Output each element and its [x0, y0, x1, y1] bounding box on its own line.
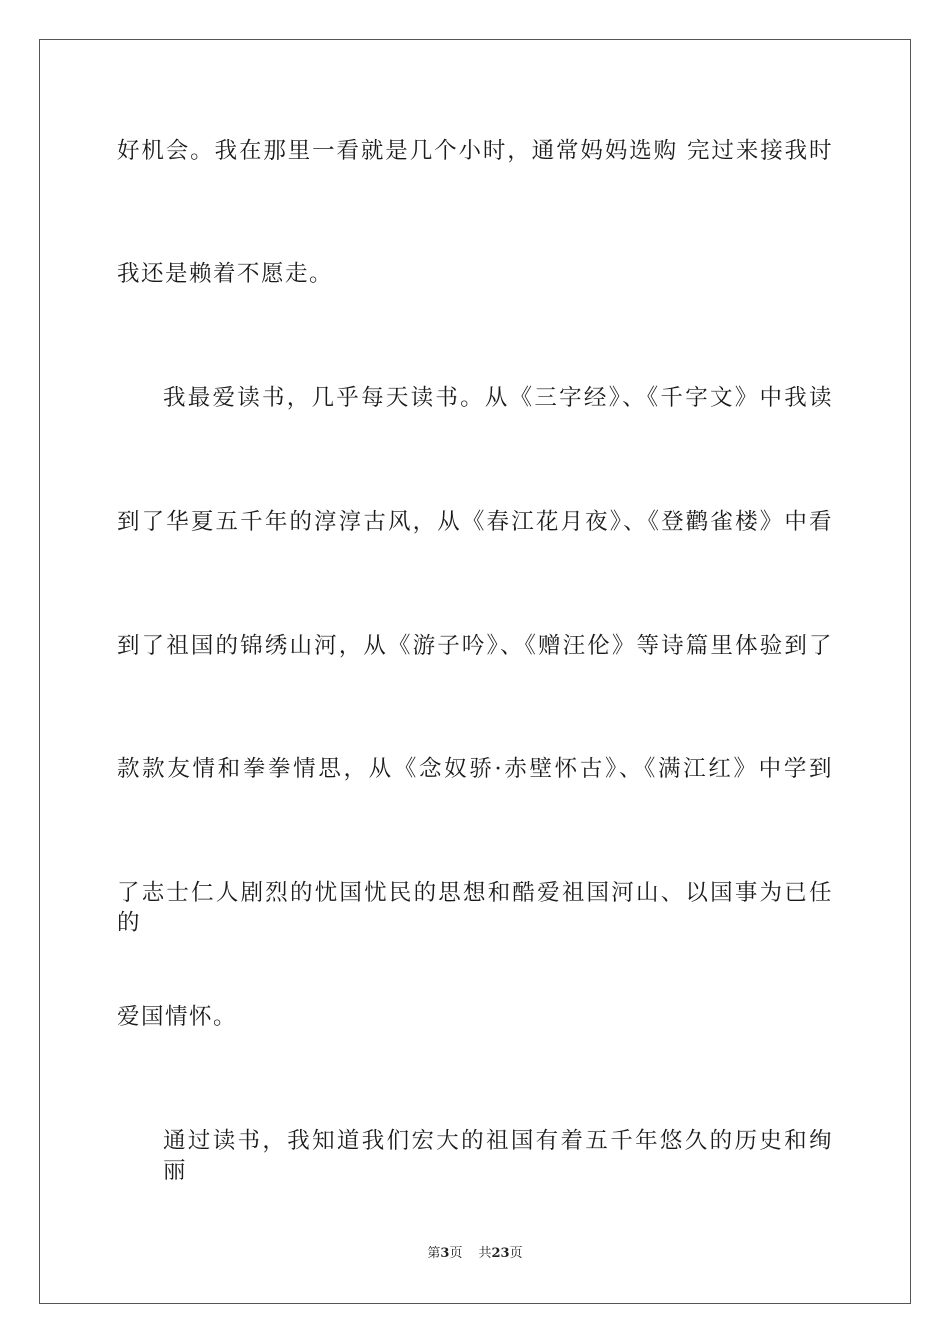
paragraph-line: 到了华夏五千年的淳淳古风，从《春江花月夜》、《登鹳雀楼》中看 [117, 509, 833, 535]
paragraph-line: 了志士仁人剧烈的忧国忧民的思想和酷爱祖国河山、以国事为已任的 [117, 880, 833, 936]
page-number-current: 3 [440, 1246, 450, 1261]
paragraph-line: 到了祖国的锦绣山河，从《游子吟》、《赠汪伦》等诗篇里体验到了 [117, 633, 833, 659]
page-border [39, 39, 911, 1304]
paragraph-line: 爱国情怀。 [117, 1004, 238, 1030]
paragraph-line: 款款友情和拳拳情思，从《念奴骄·赤壁怀古》、《满江红》中学到 [117, 756, 833, 782]
paragraph-line: 通过读书，我知道我们宏大的祖国有着五千年悠久的历史和绚丽 [163, 1128, 833, 1184]
page-number-suffix: 页 [449, 1246, 463, 1261]
paragraph-line: 我还是赖着不愿走。 [117, 261, 334, 287]
paragraph-line: 好机会。我在那里一看就是几个小时，通常妈妈选购 完过来接我时 [117, 138, 833, 164]
page-number-prefix: 第 [427, 1246, 441, 1261]
paragraph-line: 我最爱读书，几乎每天读书。从《三字经》、《千字文》中我读 [163, 385, 833, 411]
total-pages-prefix: 共 [478, 1246, 492, 1261]
total-pages-count: 23 [491, 1246, 510, 1261]
total-pages-suffix: 页 [509, 1246, 523, 1261]
page-footer [0, 1245, 950, 1263]
